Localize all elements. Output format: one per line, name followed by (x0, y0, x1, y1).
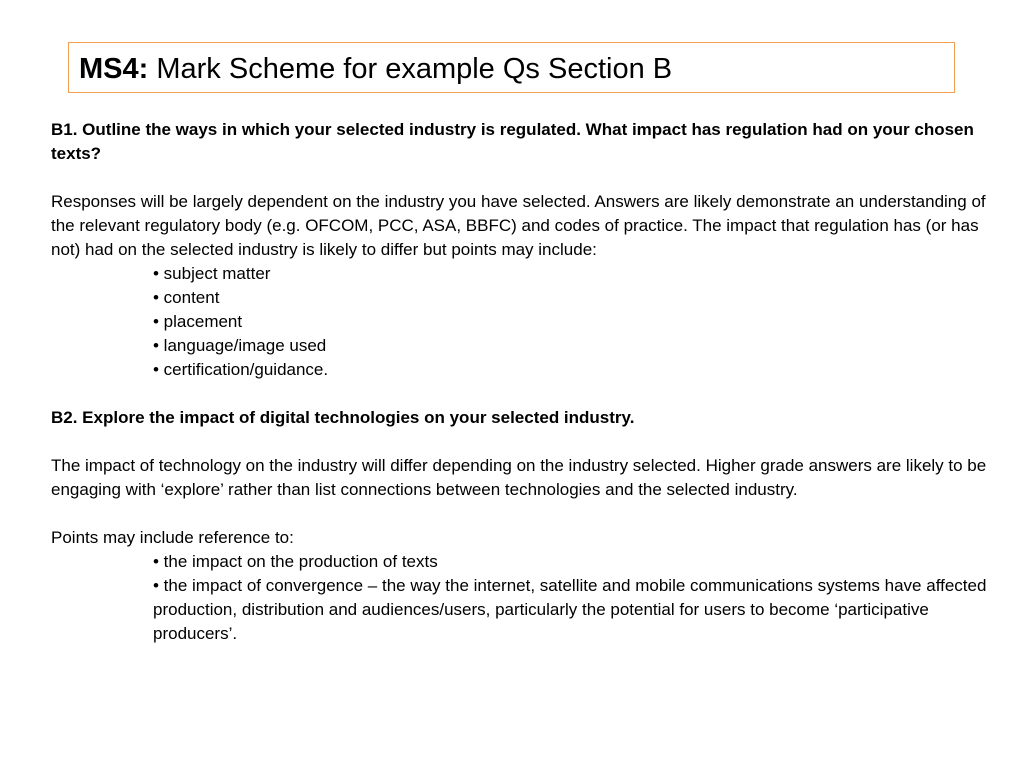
b2-point-list (51, 550, 1001, 646)
spacer (51, 502, 1001, 526)
spacer (51, 430, 1001, 454)
b1-point-placement: • placement (153, 312, 243, 331)
b2-point-convergence: • the impact of convergence – the way the internet, satellite and mobile communications systems have affected production, distribution and audiences/users, particularly the potential for users to become ‘participative producers’. (153, 576, 987, 643)
b1-point-language-image: • language/image used (153, 336, 327, 355)
title-text: Mark Scheme for example Qs Section B (156, 53, 673, 85)
question-b2: B2. Explore the impact of digital technologies on your selected industry. (51, 408, 635, 427)
b1-point-content: • content (153, 288, 220, 307)
b1-point-subject-matter: • subject matter (153, 264, 271, 283)
b1-point-certification: • certification/guidance. (153, 360, 329, 379)
spacer (51, 166, 1001, 190)
b2-points-intro: Points may include reference to: (51, 528, 294, 547)
b2-point-production: • the impact on the production of texts (153, 552, 438, 571)
response-b1: Responses will be largely dependent on the industry you have selected. Answers are likely demonstrate an understanding of the relevant regulatory body (e.g. OFCOM, PCC, ASA, BBFC) and codes of practice. The impact that regulation has (or has not) had on the selected industry is likely to differ but points may include: (51, 192, 986, 259)
b1-point-list (51, 262, 1001, 382)
spacer (51, 382, 1001, 406)
page-title (68, 42, 955, 93)
mark-scheme-body (51, 118, 1001, 646)
response-b2: The impact of technology on the industry will differ depending on the industry selected. Higher grade answers are likely to be engaging with ‘explore’ rather than list connections between technologies and the selected industry. (51, 456, 987, 499)
question-b1: B1. Outline the ways in which your selected industry is regulated. What impact has regulation had on your chosen texts? (51, 120, 974, 163)
title-code: MS4: (79, 53, 149, 85)
